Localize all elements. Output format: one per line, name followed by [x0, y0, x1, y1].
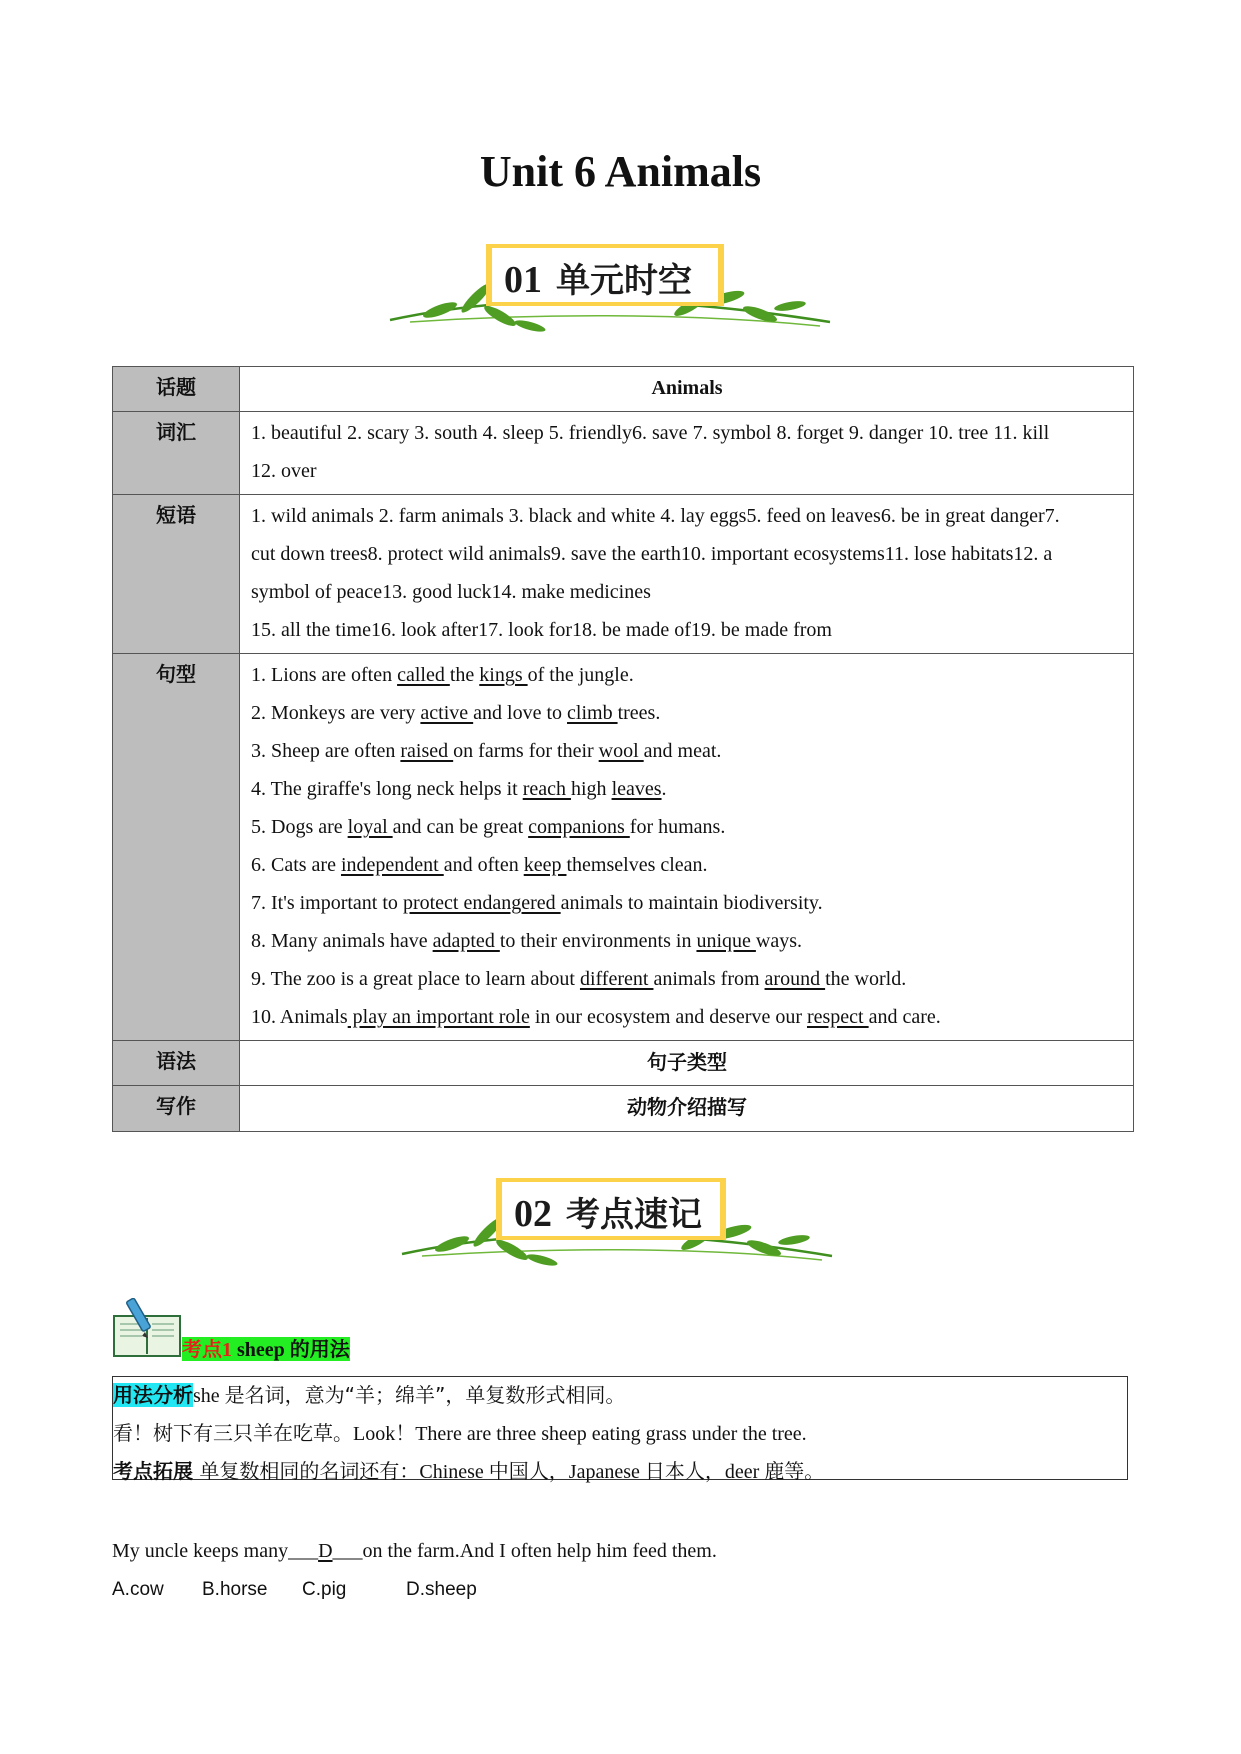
option-d: D.sheep [406, 1579, 477, 1600]
table-row-grammar [113, 1041, 1134, 1086]
kaodian-title-highlight: 考点1 sheep 的用法 [182, 1337, 350, 1361]
banner-title: 考点速记 [566, 1195, 702, 1235]
phrase-line: cut down trees8. protect wild animals9. save the earth10. important ecosystems11. lose habitats12. a [251, 543, 1053, 565]
book-pencil-icon [112, 1298, 184, 1363]
expand-tag: 考点拓展 [113, 1459, 193, 1483]
grammar-value: 句子类型 [240, 1041, 1134, 1086]
table-row-writing [113, 1086, 1134, 1132]
banner-label [504, 256, 692, 304]
banner-number: 02 [514, 1193, 552, 1235]
banner-number: 01 [504, 259, 542, 301]
topic-value: Animals [240, 367, 1134, 412]
unit-overview-table [112, 366, 1134, 1132]
writing-value: 动物介绍描写 [240, 1086, 1134, 1132]
sentence-line: 3. Sheep are often raised on farms for their wool and meat. [251, 740, 722, 762]
page-title: Unit 6 Animals [479, 147, 762, 196]
section-banner-01 [380, 236, 840, 346]
usage-analysis-box [112, 1376, 1128, 1483]
phrase-line: 15. all the time16. look after17. look for18. be made of19. be made from [251, 619, 832, 641]
option-b: B.horse [202, 1579, 268, 1600]
row-label-grammar: 语法 [113, 1041, 240, 1086]
row-label-phrases: 短语 [113, 495, 240, 654]
section-banner-02 [392, 1170, 842, 1280]
sentence-line: 8. Many animals have adapted to their environments in unique ways. [251, 930, 802, 952]
analysis-tag: 用法分析 [113, 1383, 193, 1407]
sentence-line: 4. The giraffe's long neck helps it reach high leaves. [251, 778, 667, 800]
vocab-line: 1. beautiful 2. scary 3. south 4. sleep 5. friendly6. save 7. symbol 8. forget 9. danger 10. tree 11. kill [251, 422, 1050, 444]
option-a: A.cow [112, 1579, 164, 1600]
table-row-topic [113, 367, 1134, 412]
expand-line: 考点拓展 单复数相同的名词还有：Chinese 中国人，Japanese 日本人，deer 鹿等。 [113, 1459, 825, 1483]
exercise-question [112, 1532, 717, 1609]
vocab-list [240, 412, 1134, 495]
table-row-sentences [113, 654, 1134, 1041]
sentence-line: 5. Dogs are loyal and can be great companions for humans. [251, 816, 726, 838]
kaodian-title [182, 1333, 350, 1362]
banner-title: 单元时空 [556, 261, 692, 301]
row-label-writing: 写作 [113, 1086, 240, 1132]
example-line: 看！树下有三只羊在吃草。Look！There are three sheep eating grass under the tree. [113, 1421, 807, 1445]
sentence-line: 6. Cats are independent and often keep themselves clean. [251, 854, 708, 876]
option-c: C.pig [302, 1579, 347, 1600]
answer-options [112, 1570, 717, 1609]
phrase-line: symbol of peace13. good luck14. make medicines [251, 581, 651, 603]
analysis-line: 用法分析she 是名词，意为“羊；绵羊”，单复数形式相同。 [113, 1383, 626, 1407]
banner-label [514, 1190, 702, 1238]
table-row-phrases [113, 495, 1134, 654]
question-stem: My uncle keeps many___D___on the farm.And I often help him feed them. [112, 1540, 717, 1562]
sentence-list [240, 654, 1134, 1041]
sentence-line: 10. Animals play an important role in our ecosystem and deserve our respect and care. [251, 1006, 941, 1028]
row-label-vocab: 词汇 [113, 412, 240, 495]
answer-blank: D [318, 1540, 333, 1562]
sentence-line: 2. Monkeys are very active and love to climb trees. [251, 702, 661, 724]
phrase-line: 1. wild animals 2. farm animals 3. black and white 4. lay eggs5. feed on leaves6. be in great danger7. [251, 505, 1060, 527]
table-row-vocab [113, 412, 1134, 495]
sentence-line: 7. It's important to protect endangered animals to maintain biodiversity. [251, 892, 823, 914]
sentence-line: 1. Lions are often called the kings of the jungle. [251, 664, 634, 686]
row-label-sentences: 句型 [113, 654, 240, 1041]
sentence-line: 9. The zoo is a great place to learn about different animals from around the world. [251, 968, 907, 990]
phrase-list [240, 495, 1134, 654]
row-label-topic: 话题 [113, 367, 240, 412]
vocab-line: 12. over [251, 460, 317, 482]
